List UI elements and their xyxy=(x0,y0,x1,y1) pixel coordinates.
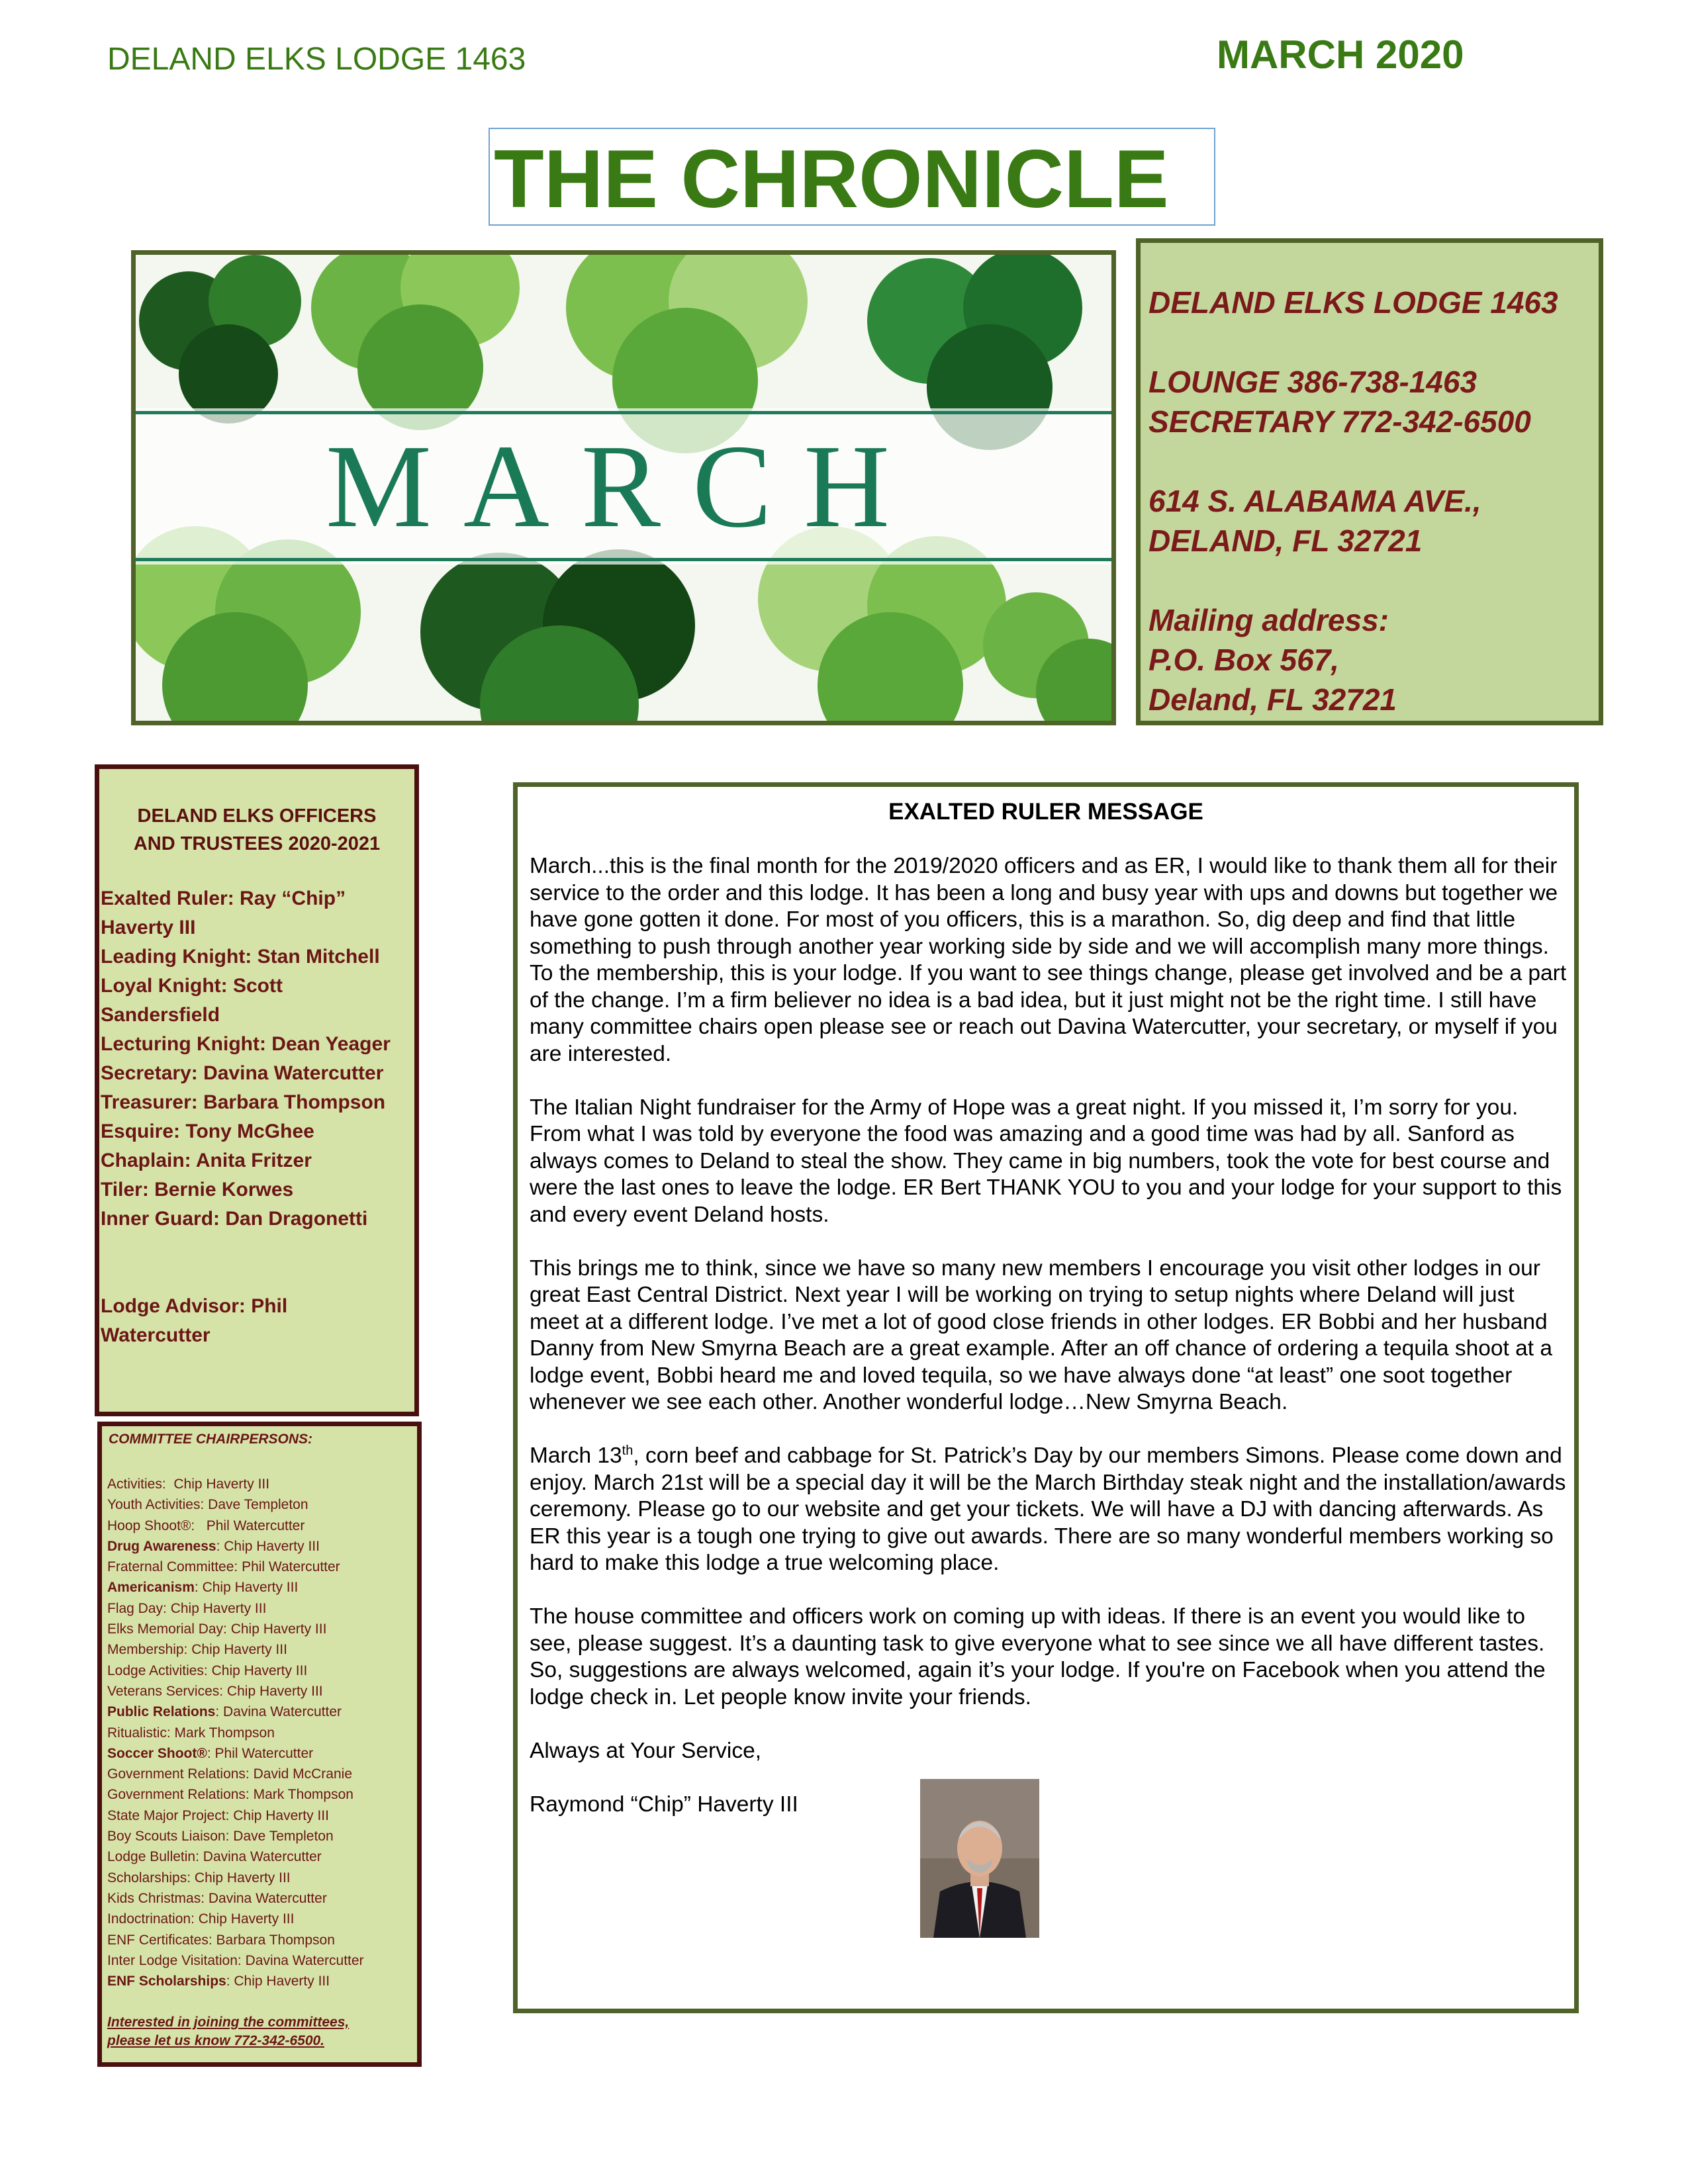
committee-item xyxy=(107,1702,418,1722)
committee-chair: Phil Watercutter xyxy=(238,1559,340,1575)
committee-chair: Mark Thompson xyxy=(249,1787,353,1803)
newsletter-title-box xyxy=(489,128,1215,226)
exalted-ruler-message-box xyxy=(513,782,1579,2013)
committees-list xyxy=(107,1474,418,1991)
committee-chair: Chip Haverty III xyxy=(165,1477,270,1492)
committees-heading: COMMITTEE CHAIRPERSONS: xyxy=(109,1432,313,1447)
officers-heading-line2: AND TRUSTEES 2020-2021 xyxy=(133,833,381,854)
join-note-line2: please let us know 772-342-6500. xyxy=(107,2033,325,2048)
committee-item xyxy=(107,1764,418,1784)
committee-label: Indoctrination: xyxy=(107,1911,195,1927)
p4-superscript: th xyxy=(622,1443,633,1458)
committee-label: Activities: xyxy=(107,1477,166,1492)
committee-label: Americanism xyxy=(107,1580,195,1596)
committee-chair: Chip Haverty III xyxy=(229,1807,329,1823)
committee-chair: : Chip Haverty III xyxy=(226,1974,330,1989)
message-paragraph: March...this is the final month for the 2019/2020 officers and as ER, I would like to thank them all for their service to the order and this lodge. It has been a long and busy year with ups and downs but together we have gone gotten it done. For most of you officers, this is a marathon. So, dig deep and find that little something to push through another year working side by side and we will accomplish many more things. To the membership, this is your lodge. If you want to see things change, please get involved and be a part of the change. I’m a firm believer no idea is a bad idea, but it just might not be the right time. I still have many committee chairs open please see or reach out Davina Watercutter, your secretary, or myself if you are interested. xyxy=(530,854,1567,1066)
committee-item xyxy=(107,1784,418,1805)
officers-heading-line1: DELAND ELKS OFFICERS xyxy=(137,805,377,827)
newsletter-title: THE CHRONICLE xyxy=(494,134,1169,225)
committee-item xyxy=(107,1930,418,1950)
message-paragraph: This brings me to think, since we have so many new members I encourage you visit other lodges in our great East Central District. Next year I will be working on trying to setup nights where Deland will just meet at a different lodge. I’ve met a lot of good close friends in other lodges. ER Bobbi and her husband Danny from New Smyrna Beach are a great example. After an off chance of ordering a tequila shoot at a lodge event, Bobbi heard me and loved tequila, so we have always done “at least” one soot together whenever we see each other. Another wonderful lodge…New Smyrna Beach. xyxy=(530,1255,1552,1414)
committee-label: Membership: xyxy=(107,1642,188,1658)
contact-info-box xyxy=(1136,238,1603,725)
committee-chair: Davina Watercutter xyxy=(241,1952,364,1968)
committee-item xyxy=(107,1909,418,1929)
committee-chair: : Phil Watercutter xyxy=(207,1745,314,1761)
officers-heading xyxy=(99,802,414,858)
committee-label: Soccer Shoot® xyxy=(107,1745,207,1761)
officers-list xyxy=(101,884,425,1350)
committee-item xyxy=(107,1868,418,1888)
committee-item xyxy=(107,1846,418,1867)
officer-item: Tiler: Bernie Korwes xyxy=(101,1179,294,1201)
officer-item: Inner Guard: Dan Dragonetti xyxy=(101,1208,368,1230)
committees-join-note xyxy=(107,2013,349,2050)
committee-label: Kids Christmas: xyxy=(107,1890,205,1906)
committee-label: Government Relations: xyxy=(107,1787,250,1803)
committee-chair: Chip Haverty III xyxy=(194,1911,295,1927)
committee-chair: Dave Templeton xyxy=(204,1497,308,1513)
message-closing: Always at Your Service, xyxy=(530,1738,762,1763)
committee-label: Boy Scouts Liaison: xyxy=(107,1829,230,1844)
committee-item xyxy=(107,1681,418,1702)
committee-chair: David McCranie xyxy=(249,1766,352,1782)
lounge-phone: LOUNGE 386-738-1463 xyxy=(1149,365,1477,399)
committee-chair: : Davina Watercutter xyxy=(215,1704,342,1720)
author-photo xyxy=(920,1779,1039,1938)
march-banner-image xyxy=(131,250,1116,725)
committee-item xyxy=(107,1723,418,1743)
message-signature: Raymond “Chip” Haverty III xyxy=(530,1792,798,1817)
committee-item xyxy=(107,1619,418,1639)
message-body xyxy=(530,853,1569,1845)
committee-chair: Mark Thompson xyxy=(170,1725,275,1741)
committee-chair: Chip Haverty III xyxy=(223,1683,323,1699)
committee-chair: Phil Watercutter xyxy=(195,1518,305,1533)
committee-item xyxy=(107,1639,418,1660)
committee-item xyxy=(107,1536,418,1557)
officer-item: Secretary: Davina Watercutter xyxy=(101,1062,384,1084)
committee-label: Scholarships: xyxy=(107,1870,191,1886)
committee-label: State Major Project: xyxy=(107,1807,230,1823)
mailing-label: Mailing address: xyxy=(1149,603,1389,637)
committee-item xyxy=(107,1661,418,1681)
officer-item: Lecturing Knight: Dean Yeager xyxy=(101,1033,391,1055)
committee-item xyxy=(107,1805,418,1826)
officer-item: Chaplain: Anita Fritzer xyxy=(101,1150,312,1171)
committee-item xyxy=(107,1516,418,1536)
committee-item xyxy=(107,1474,418,1494)
message-paragraph xyxy=(530,1443,1569,1577)
secretary-phone: SECRETARY 772-342-6500 xyxy=(1149,404,1531,439)
committee-label: Government Relations: xyxy=(107,1766,250,1782)
committee-chair: Chip Haverty III xyxy=(166,1600,267,1616)
committee-item xyxy=(107,1577,418,1598)
p4-rest: , corn beef and cabbage for St. Patrick’s Day by our members Simons. Please come down and enjoy. March 21st will be a special day it will be the March Birthday steak night and the installation/awards ceremony. Please go to our website and get your tickets. We will have a DJ with dancing afterwards. As ER this year is a tough one trying to give out awards. There are so many wonderful members working so hard to make this lodge a true welcoming place. xyxy=(530,1443,1566,1575)
committee-chair: Davina Watercutter xyxy=(199,1849,322,1865)
committee-item xyxy=(107,1494,418,1515)
committees-box xyxy=(97,1422,422,2067)
committee-chair: Chip Haverty III xyxy=(226,1621,327,1637)
committee-label: Elks Memorial Day: xyxy=(107,1621,227,1637)
committee-label: ENF Certificates: xyxy=(107,1932,212,1948)
committee-chair: Dave Templeton xyxy=(229,1829,334,1844)
committee-label: ENF Scholarships xyxy=(107,1974,226,1989)
portrait-icon xyxy=(920,1779,1039,1938)
committee-chair: Davina Watercutter xyxy=(205,1890,327,1906)
contact-lodge-name: DELAND ELKS LODGE 1463 xyxy=(1149,285,1558,320)
committee-label: Youth Activities: xyxy=(107,1497,205,1513)
committee-chair: Chip Haverty III xyxy=(191,1870,291,1886)
committee-label: Hoop Shoot®: xyxy=(107,1518,195,1533)
committee-label: Inter Lodge Visitation: xyxy=(107,1952,242,1968)
officer-item: Exalted Ruler: Ray “Chip” Haverty III xyxy=(101,887,346,938)
officer-item: Leading Knight: Stan Mitchell xyxy=(101,946,380,968)
committee-label: Flag Day: xyxy=(107,1600,167,1616)
committee-item xyxy=(107,1598,418,1619)
committee-chair: : Chip Haverty III xyxy=(194,1580,299,1596)
officers-box xyxy=(95,764,419,1416)
committee-item xyxy=(107,1888,418,1909)
committee-item xyxy=(107,1950,418,1971)
po-box: P.O. Box 567, xyxy=(1149,643,1340,677)
committee-item xyxy=(107,1743,418,1764)
street-address: 614 S. ALABAMA AVE., xyxy=(1149,484,1481,518)
committee-label: Lodge Bulletin: xyxy=(107,1849,199,1865)
committee-item xyxy=(107,1557,418,1577)
message-heading: EXALTED RULER MESSAGE xyxy=(888,799,1203,825)
committee-chair: Chip Haverty III xyxy=(207,1662,308,1678)
committee-label: Public Relations xyxy=(107,1704,216,1720)
committee-chair: : Chip Haverty III xyxy=(216,1538,320,1554)
committee-label: Ritualistic: xyxy=(107,1725,171,1741)
lodge-name-header: DELAND ELKS LODGE 1463 xyxy=(107,42,526,77)
committee-label: Drug Awareness xyxy=(107,1538,216,1554)
officer-item: Esquire: Tony McGhee xyxy=(101,1120,314,1142)
join-note-line1: Interested in joining the committees, xyxy=(107,2015,350,2030)
committee-chair: Chip Haverty III xyxy=(187,1642,287,1658)
city-address: DELAND, FL 32721 xyxy=(1149,523,1423,558)
banner-word: MARCH xyxy=(325,420,922,552)
officer-item: Treasurer: Barbara Thompson xyxy=(101,1091,386,1113)
committee-label: Veterans Services: xyxy=(107,1683,224,1699)
message-paragraph: The house committee and officers work on coming up with ideas. If there is an event you would like to see, please suggest. It’s a daunting task to give everyone what to see since we all have different tastes. So, suggestions are always welcomed, again it’s your lodge. If you're on Facebook when you attend the lodge check in. Let people know invite your friends. xyxy=(530,1604,1546,1709)
p4-start: March 13 xyxy=(530,1443,622,1468)
issue-date: MARCH 2020 xyxy=(1217,32,1464,77)
committee-chair: Barbara Thompson xyxy=(212,1932,335,1948)
committee-item xyxy=(107,1826,418,1846)
committee-item xyxy=(107,1971,418,1991)
mailing-city: Deland, FL 32721 xyxy=(1149,682,1397,717)
message-paragraph: The Italian Night fundraiser for the Army of Hope was a great night. If you missed it, I’m sorry for you. From what I was told by everyone the food was amazing and a good time was had by all. Sanford as always comes to Deland to steal the show. They came in big numbers, took the vote for best course and were the last ones to leave the lodge. ER Bert THANK YOU to you and your lodge for your support to this and every event Deland hosts. xyxy=(530,1095,1562,1227)
committee-label: Fraternal Committee: xyxy=(107,1559,238,1575)
committee-label: Lodge Activities: xyxy=(107,1662,208,1678)
officer-item: Loyal Knight: Scott Sandersfield xyxy=(101,975,283,1026)
lodge-advisor: Lodge Advisor: Phil Watercutter xyxy=(101,1295,288,1346)
